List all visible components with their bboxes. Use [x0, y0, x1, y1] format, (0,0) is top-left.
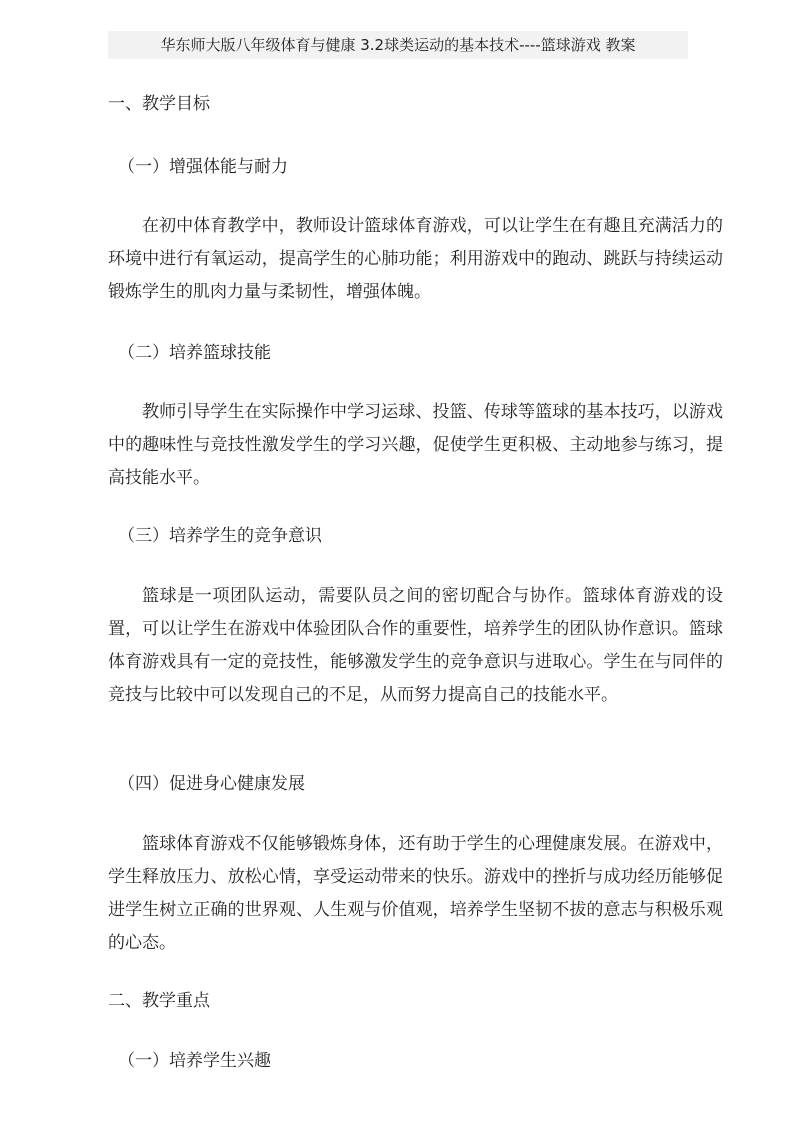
paragraph-basketball-skills: 教师引导学生在实际操作中学习运球、投篮、传球等篮球的基本技巧，以游戏中的趣味性与竞技性激发学生的学习兴趣，促使学生更积极、主动地参与练习，提高技能水平。: [108, 402, 723, 488]
section-title-key-points: 二、教学重点: [108, 991, 210, 1011]
paragraph-competition: 篮球是一项团队运动，需要队员之间的密切配合与协作。篮球体育游戏的设置，可以让学生在游戏中体验团队合作的重要性，培养学生的团队协作意识。篮球体育游戏具有一定的竞技性，能够激发学生的竞争意识与进取心。学生在与同伴的竞技与比较中可以发现自己的不足，从而努力提高自己的技能水平。: [108, 586, 723, 705]
subheading-stamina: （一）增强体能与耐力: [118, 157, 288, 177]
paragraph-stamina: 在初中体育教学中，教师设计篮球体育游戏，可以让学生在有趣且充满活力的环境中进行有氧运动，提高学生的心肺功能；利用游戏中的跑动、跳跃与持续运动锻炼学生的肌肉力量与柔韧性，增强体魄。: [108, 216, 723, 302]
subheading-interest: （一）培养学生兴趣: [118, 1051, 271, 1071]
subheading-health: （四）促进身心健康发展: [118, 774, 305, 794]
section-title-objectives: 一、教学目标: [108, 94, 210, 114]
subheading-basketball-skills: （二）培养篮球技能: [118, 343, 271, 363]
paragraph-health: 篮球体育游戏不仅能够锻炼身体，还有助于学生的心理健康发展。在游戏中，学生释放压力、放松心情，享受运动带来的快乐。游戏中的挫折与成功经历能够促进学生树立正确的世界观、人生观与价值观，培养学生坚韧不拔的意志与积极乐观的心态。: [108, 834, 723, 953]
subheading-competition: （三）培养学生的竞争意识: [118, 526, 322, 546]
document-header: 华东师大版八年级体育与健康 3.2球类运动的基本技术----篮球游戏 教案: [108, 31, 688, 59]
